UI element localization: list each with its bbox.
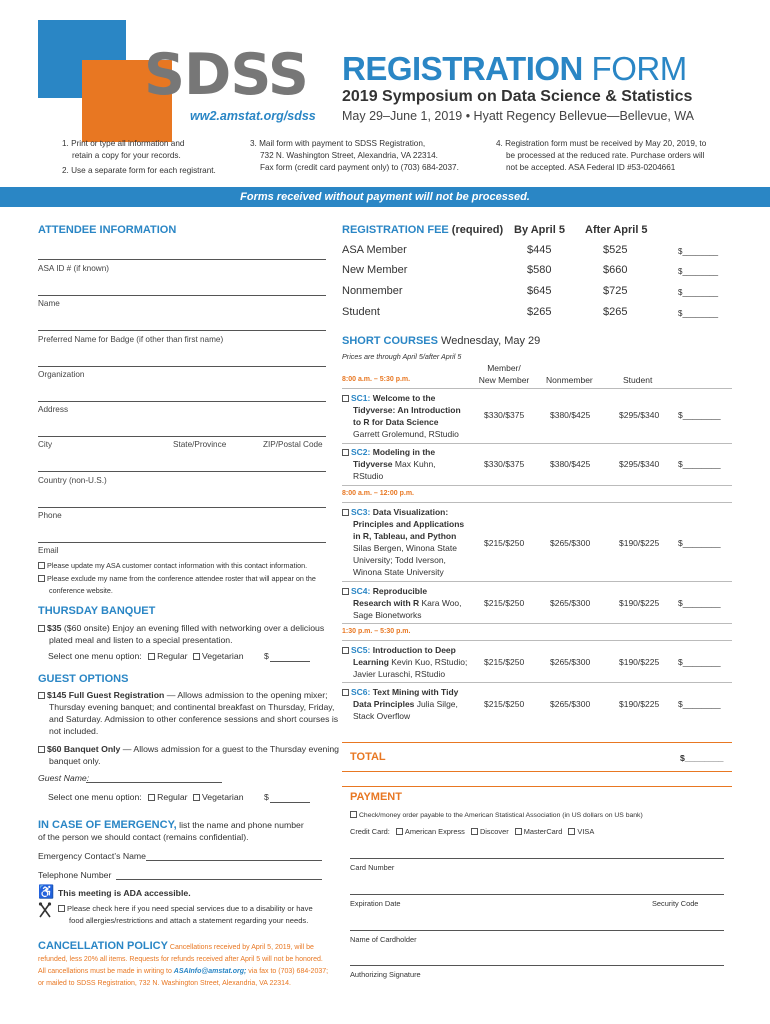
address-line[interactable] <box>38 436 326 437</box>
banquet-vegetarian-checkbox[interactable] <box>193 653 200 660</box>
sc3-l1: Data Visualization: <box>372 507 449 517</box>
banquet-price: $35 <box>47 623 62 633</box>
sc5-blank[interactable]: $________ <box>678 657 721 667</box>
sc3-rule <box>342 581 732 582</box>
payment-card-row <box>350 827 594 836</box>
update-contact-text: Please update my ASA customer contact information with this contact information. <box>47 561 308 570</box>
sc6-non: $265/$300 <box>550 699 591 709</box>
banner-text: Forms received without payment will not be processed. <box>240 191 530 203</box>
exclude-roster-checkbox[interactable] <box>38 575 45 582</box>
guest-vegetarian-option[interactable] <box>193 792 244 802</box>
courses-time-2: 8:00 a.m. – 12:00 p.m. <box>342 490 414 497</box>
banquet-amount-line[interactable] <box>270 661 310 662</box>
credit-card-label: Credit Card: <box>350 827 390 836</box>
email-label: Email <box>38 546 59 555</box>
sc4-l3: Sage Bionetworks <box>353 610 422 620</box>
sc3-code: SC3: <box>351 507 371 517</box>
fee-row-early: $580 <box>527 264 552 276</box>
banquet-option[interactable] <box>38 622 324 646</box>
course-sc1[interactable] <box>342 392 472 440</box>
title-light: FORM <box>582 50 687 87</box>
banquet-dollar: $ <box>264 651 269 661</box>
cancellation-text-e: or mailed to SDSS Registration, 732 N. Washington Street, Alexandria, VA 22314. <box>38 980 291 987</box>
sc2-member: $330/$375 <box>484 459 525 469</box>
payment-check-text: Check/money order payable to the American Statistical Association (in US dollars on US bank) <box>359 812 643 819</box>
sc2-blank[interactable]: $________ <box>678 459 721 469</box>
sc2-l2: Max Kuhn, <box>392 459 436 469</box>
sc5-non: $265/$300 <box>550 657 591 667</box>
total-box <box>342 742 732 772</box>
emergency-phone-label: Telephone Number <box>38 870 112 880</box>
courses-title: SHORT COURSES <box>342 335 438 347</box>
badge-label: Preferred Name for Badge (if other than first name) <box>38 335 224 344</box>
ada-title: This meeting is ADA accessible. <box>58 888 191 898</box>
sc1-l1: Welcome to the <box>372 393 436 403</box>
fee-row-early: $445 <box>527 244 552 256</box>
exclude-roster-option[interactable] <box>38 573 316 597</box>
sc3-l4: Silas Bergen, Winona State <box>353 543 457 553</box>
banquet-desc-a: ($60 onsite) Enjoy an evening filled with networking over a delicious <box>61 623 325 633</box>
fee-required: (required) <box>448 224 504 236</box>
attendee-heading: ATTENDEE INFORMATION <box>38 224 177 236</box>
sc1-l3: to R for Data Science <box>353 417 439 427</box>
sc3-l6: Winona State University <box>353 567 444 577</box>
sc5-code: SC5: <box>351 645 371 655</box>
guest-regular-option[interactable] <box>148 792 187 802</box>
ada-checkbox[interactable] <box>58 905 65 912</box>
discover-label: Discover <box>479 827 509 836</box>
sc2-rule <box>342 485 732 486</box>
total-label: TOTAL <box>350 751 386 763</box>
sc1-l2: Tidyverse: An Introduction <box>353 405 461 415</box>
fee-row-late: $660 <box>603 264 628 276</box>
country-line[interactable] <box>38 507 326 508</box>
instruction-3c: Fax form (credit card payment only) to (703) 684-2037. <box>260 163 459 172</box>
fee-row-late: $525 <box>603 244 628 256</box>
sc1-member: $330/$375 <box>484 410 525 420</box>
guest-name-line[interactable] <box>86 782 222 783</box>
courses-day: Wednesday, May 29 <box>437 335 541 347</box>
amex-option[interactable] <box>396 827 465 836</box>
guest-full-d: not included. <box>49 726 99 736</box>
sc3-member: $215/$250 <box>484 538 525 548</box>
time3-rule <box>342 640 732 641</box>
instruction-3a: 3. Mail form with payment to SDSS Registration, <box>250 139 426 148</box>
fee-row-late: $725 <box>603 285 628 297</box>
banquet-menu-row <box>48 651 318 661</box>
utensils-icon <box>38 902 52 918</box>
banquet-regular-checkbox[interactable] <box>148 653 155 660</box>
instruction-4a: 4. Registration form must be received by May 20, 2019, to <box>496 139 707 148</box>
fee-row-student <box>342 306 732 320</box>
banquet-vegetarian-label: Vegetarian <box>201 651 244 661</box>
sc2-student: $295/$340 <box>619 459 660 469</box>
courses-col-member <box>470 362 538 386</box>
amex-label: American Express <box>404 827 465 836</box>
courses-time-3: 1:30 p.m. – 5:30 p.m. <box>342 628 411 635</box>
attendee-name-line[interactable] <box>38 259 326 260</box>
sc2-l1: Modeling in the <box>372 447 436 457</box>
cancellation-email[interactable]: ASAInfo@amstat.org; <box>173 968 247 975</box>
cancellation-text-c: All cancellations must be made in writing to <box>38 968 174 975</box>
emergency-contact-label: Emergency Contact’s Name <box>38 851 146 861</box>
cancellation-text-d: via fax to (703) 684-2037; <box>246 968 329 975</box>
courses-col-non: Nonmember <box>546 375 593 385</box>
sc4-l2b: Research with R <box>353 598 420 608</box>
guest-full-checkbox[interactable] <box>38 692 45 699</box>
fee-col-early: By April 5 <box>514 224 565 236</box>
cancellation-text-a: Cancellations received by April 5, 2019, will be <box>167 944 314 951</box>
update-contact-option[interactable] <box>38 561 307 570</box>
state-label: State/Province <box>173 440 227 449</box>
ada-option[interactable] <box>58 903 313 927</box>
guest-banquet-a: — Allows admission for a guest to the Thursday evening <box>120 744 339 754</box>
fee-row-label: Nonmember <box>342 285 403 297</box>
sc6-student: $190/$225 <box>619 699 660 709</box>
banquet-vegetarian-option[interactable] <box>193 651 244 661</box>
fee-heading <box>342 224 503 236</box>
instruction-4c: not be accepted. ASA Federal ID #53-0204661 <box>506 163 676 172</box>
courses-col-member-a: Member/ <box>487 363 521 373</box>
visa-checkbox[interactable] <box>568 828 575 835</box>
visa-label: VISA <box>577 827 595 836</box>
emergency-text-b: of the person we should contact (remains confidential). <box>38 832 249 842</box>
cancellation-heading: CANCELLATION POLICY <box>38 940 168 952</box>
sc6-l2b: Data Principles <box>353 699 415 709</box>
sc6-l2: Julia Silge, <box>414 699 458 709</box>
amex-checkbox[interactable] <box>396 828 403 835</box>
cancellation-policy <box>38 940 328 990</box>
emergency-text-a: list the name and phone number <box>176 820 304 830</box>
instruction-1a: 1. Print or type all information and <box>62 139 185 148</box>
phone-label: Phone <box>38 511 62 520</box>
guest-banquet-label: $60 Banquet Only <box>47 744 121 754</box>
fee-row-blank[interactable]: $________ <box>678 309 719 318</box>
sc5-l3: Javier Luraschi, RStudio <box>353 669 446 679</box>
visa-option[interactable] <box>568 827 594 836</box>
sc2-l2b: Tidyverse <box>353 459 393 469</box>
payment-heading: PAYMENT <box>350 791 402 803</box>
city-label: City <box>38 440 53 449</box>
sc4-member: $215/$250 <box>484 598 525 608</box>
sc6-member: $215/$250 <box>484 699 525 709</box>
sc4-non: $265/$300 <box>550 598 591 608</box>
wheelchair-icon: ♿ <box>38 884 55 899</box>
emergency-heading <box>38 819 304 843</box>
sc1-rule <box>342 443 732 444</box>
banquet-desc-b: plated meal and listen to a special presentation. <box>49 635 233 645</box>
fee-row-asa <box>342 244 732 258</box>
guest-banquet-b: banquet only. <box>49 756 101 766</box>
logo-url[interactable]: ww2.amstat.org/sdss <box>190 109 316 123</box>
expiration-label: Expiration Date <box>350 899 401 908</box>
course-sc6[interactable] <box>342 686 472 722</box>
guest-name-label: Guest Name: <box>38 773 90 783</box>
sc6-l3: Stack Overflow <box>353 711 411 721</box>
total-amount[interactable]: $________ <box>680 753 724 763</box>
page-title <box>342 50 687 88</box>
instruction-2: 2. Use a separate form for each registrant. <box>62 166 216 175</box>
update-contact-checkbox[interactable] <box>38 562 45 569</box>
name-label: Name <box>38 299 60 308</box>
courses-col-member-b: New Member <box>478 375 530 385</box>
sc4-l2: Kara Woo, <box>419 598 462 608</box>
title-bold: REGISTRATION <box>342 50 583 87</box>
fee-row-blank[interactable]: $________ <box>678 288 719 297</box>
event-dates: May 29–June 1, 2019 • Hyatt Regency Bellevue—Bellevue, WA <box>342 109 695 123</box>
courses-col-student: Student <box>623 375 653 385</box>
country-label: Country (non-U.S.) <box>38 476 107 485</box>
address-label: Address <box>38 405 69 414</box>
emergency-title: IN CASE OF EMERGENCY, <box>38 819 177 831</box>
fee-row-label: ASA Member <box>342 244 407 256</box>
organization-line[interactable] <box>38 401 326 402</box>
time2-rule <box>342 502 732 503</box>
sc4-rule <box>342 623 732 624</box>
fee-row-early: $265 <box>527 306 552 318</box>
sc5-student: $190/$225 <box>619 657 660 667</box>
sc3-l3: in R, Tableau, and Python <box>353 531 457 541</box>
banquet-menu-label: Select one menu option: <box>48 651 142 661</box>
sc1-checkbox[interactable] <box>342 395 349 402</box>
sc5-l1: Introduction to Deep <box>372 645 456 655</box>
courses-heading <box>342 335 540 347</box>
sc1-student: $295/$340 <box>619 410 660 420</box>
fee-heading-text: REGISTRATION FEE <box>342 224 449 236</box>
course-sc4[interactable] <box>342 585 472 621</box>
fee-row-label: New Member <box>342 264 408 276</box>
courses-time-1: 8:00 a.m. – 5:30 p.m. <box>342 376 411 383</box>
instruction-1b: retain a copy for your records. <box>72 151 181 160</box>
signature-label: Authorizing Signature <box>350 970 421 979</box>
sc2-checkbox[interactable] <box>342 449 349 456</box>
fee-row-late: $265 <box>603 306 628 318</box>
payment-check-option[interactable] <box>350 811 643 819</box>
instruction-4b: be processed at the reduced rate. Purchase orders will <box>506 151 705 160</box>
cardholder-label: Name of Cardholder <box>350 935 417 944</box>
guest-full-c: and Saturday. Admission to other conference sessions and short courses is <box>49 714 339 724</box>
sc4-code: SC4: <box>351 586 371 596</box>
discover-checkbox[interactable] <box>471 828 478 835</box>
discover-option[interactable] <box>471 827 509 836</box>
sc4-l1: Reproducible <box>372 586 428 596</box>
sc6-code: SC6: <box>351 687 371 697</box>
sc5-checkbox[interactable] <box>342 647 349 654</box>
guest-heading: GUEST OPTIONS <box>38 673 129 685</box>
ada-text-a: Please check here if you need special services due to a disability or have <box>67 904 313 913</box>
sc2-l3: RStudio <box>353 471 384 481</box>
fee-row-new <box>342 264 732 278</box>
zip-label: ZIP/Postal Code <box>263 440 323 449</box>
exclude-roster-text: Please exclude my name from the conference attendee roster that will appear on the <box>47 574 316 583</box>
cardholder-line[interactable] <box>350 930 724 931</box>
mastercard-label: MasterCard <box>523 827 563 836</box>
signature-line[interactable] <box>350 965 724 966</box>
sc1-blank[interactable]: $________ <box>678 410 721 420</box>
guest-full-b: Thursday evening banquet; and continental breakfast on Thursday, Friday, <box>49 702 335 712</box>
asa-id-label: ASA ID # (if known) <box>38 264 109 273</box>
sc1-code: SC1: <box>351 393 371 403</box>
sc5-rule <box>342 682 732 683</box>
sc4-blank[interactable]: $________ <box>678 598 721 608</box>
guest-full-a: — Allows admission to the opening mixer; <box>164 690 328 700</box>
banquet-regular-option[interactable] <box>148 651 187 661</box>
sc2-non: $380/$425 <box>550 459 591 469</box>
guest-dollar: $ <box>264 792 269 802</box>
logo-text: SDSS <box>144 42 308 108</box>
city-line[interactable] <box>38 471 326 472</box>
courses-header-rule <box>342 388 732 389</box>
card-number-line[interactable] <box>350 858 724 859</box>
fee-row-non <box>342 285 732 299</box>
sc5-member: $215/$250 <box>484 657 525 667</box>
course-sc3[interactable] <box>342 506 472 578</box>
guest-regular-checkbox[interactable] <box>148 794 155 801</box>
expiration-line[interactable] <box>350 894 724 895</box>
sc3-non: $265/$300 <box>550 538 591 548</box>
guest-banquet-option[interactable] <box>38 743 339 767</box>
banquet-regular-label: Regular <box>157 651 188 661</box>
sc6-blank[interactable]: $________ <box>678 699 721 709</box>
name-line[interactable] <box>38 330 326 331</box>
guest-amount-line[interactable] <box>270 802 310 803</box>
logo <box>38 20 318 130</box>
guest-vegetarian-checkbox[interactable] <box>193 794 200 801</box>
emergency-contact-line[interactable] <box>146 860 322 861</box>
sc4-checkbox[interactable] <box>342 588 349 595</box>
sc3-blank[interactable]: $________ <box>678 538 721 548</box>
fee-row-label: Student <box>342 306 380 318</box>
banquet-checkbox[interactable] <box>38 625 45 632</box>
courses-note: Prices are through April 5/after April 5 <box>342 352 462 361</box>
page-subtitle: 2019 Symposium on Data Science & Statistics <box>342 88 693 105</box>
sc1-l4: Garrett Grolemund, RStudio <box>353 429 459 439</box>
fee-col-late: After April 5 <box>585 224 648 236</box>
exclude-roster-text-b: conference website. <box>49 586 113 595</box>
sc3-l2: Principles and Applications <box>353 519 465 529</box>
sc6-checkbox[interactable] <box>342 689 349 696</box>
guest-full-option[interactable] <box>38 689 338 737</box>
card-number-label: Card Number <box>350 863 395 872</box>
sc3-l5: University; Todd Iverson, <box>353 555 446 565</box>
instruction-3b: 732 N. Washington Street, Alexandria, VA 22314. <box>260 151 438 160</box>
fee-row-blank[interactable]: $________ <box>678 247 719 256</box>
guest-banquet-checkbox[interactable] <box>38 746 45 753</box>
guest-menu-label: Select one menu option: <box>48 792 142 802</box>
payment-check-checkbox[interactable] <box>350 811 357 818</box>
mastercard-checkbox[interactable] <box>515 828 522 835</box>
sc1-non: $380/$425 <box>550 410 591 420</box>
course-sc2[interactable] <box>342 446 472 482</box>
sc3-checkbox[interactable] <box>342 509 349 516</box>
sc2-code: SC2: <box>351 447 371 457</box>
sc5-l2: Kevin Kuo, RStudio; <box>388 657 468 667</box>
organization-label: Organization <box>38 370 85 379</box>
cancellation-text-b: refunded, less 20% all items. Requests for refunds received after April 5 will not be honored. <box>38 956 323 963</box>
fee-row-blank[interactable]: $________ <box>678 267 719 276</box>
guest-full-label: $145 Full Guest Registration <box>47 690 165 700</box>
course-sc5[interactable] <box>342 644 472 680</box>
banquet-heading: THURSDAY BANQUET <box>38 605 156 617</box>
guest-regular-label: Regular <box>157 792 188 802</box>
fee-row-early: $645 <box>527 285 552 297</box>
payment-warning-banner <box>0 187 770 207</box>
guest-vegetarian-label: Vegetarian <box>201 792 244 802</box>
sc6-l1: Text Mining with Tidy <box>372 687 459 697</box>
asa-id-line[interactable] <box>38 295 326 296</box>
guest-menu-row <box>48 792 318 802</box>
sc4-student: $190/$225 <box>619 598 660 608</box>
ada-text-b: food allergies/restrictions and attach a statement regarding your needs. <box>69 916 309 925</box>
security-label: Security Code <box>652 899 699 908</box>
badge-line[interactable] <box>38 366 326 367</box>
phone-line[interactable] <box>38 542 326 543</box>
emergency-phone-line[interactable] <box>116 879 322 880</box>
sc5-l2b: Learning <box>353 657 389 667</box>
mastercard-option[interactable] <box>515 827 563 836</box>
sc3-student: $190/$225 <box>619 538 660 548</box>
